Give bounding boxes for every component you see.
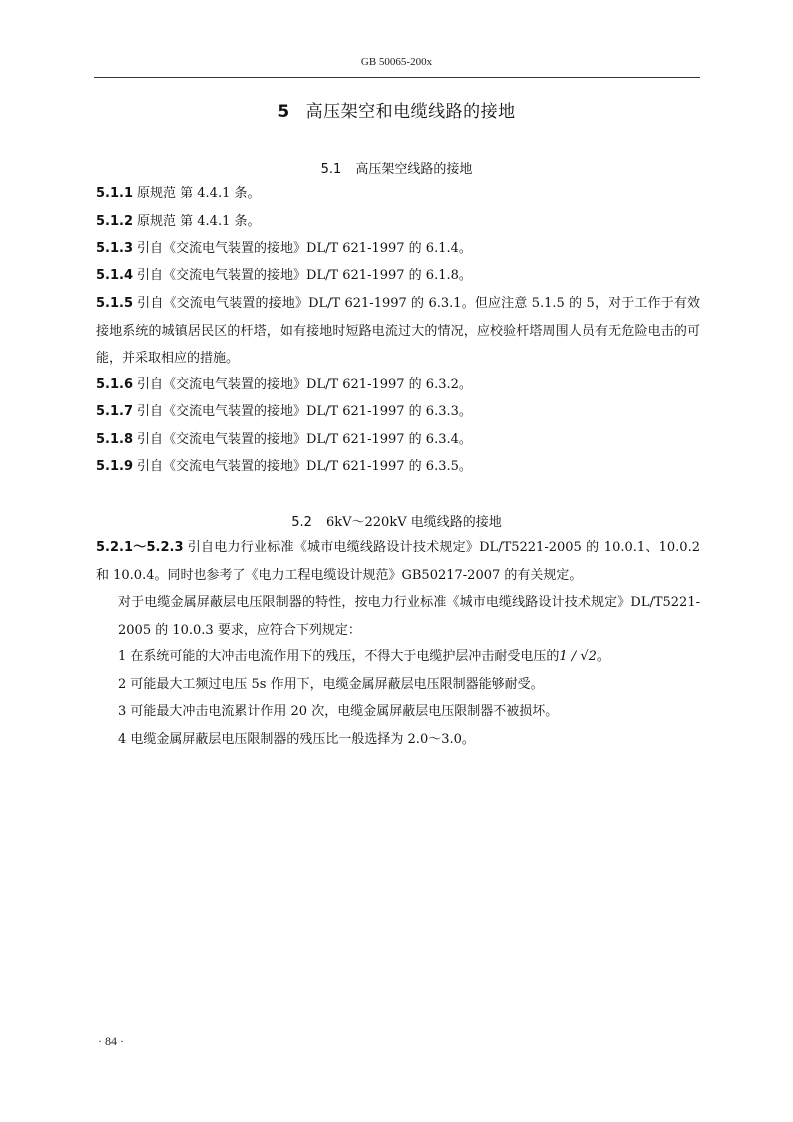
clause-5-1-8 xyxy=(96,426,700,454)
clause-number: 5.1.5 xyxy=(96,296,134,311)
clause-text: 引自《交流电气装置的接地》DL/T 621-1997 的 6.3.3。 xyxy=(137,404,472,419)
section-number: 5.1 xyxy=(320,162,342,177)
clause-number: 5.1.6 xyxy=(96,377,134,392)
clause-text: 引自《交流电气装置的接地》DL/T 621-1997 的 6.3.2。 xyxy=(137,377,472,392)
clause-text: 引自电力行业标准《城市电缆线路设计技术规定》DL/T5221-2005 的 10.0.1、10.0.2 和 10.0.4。同时也参考了《电力工程电缆设计规范》GB50217-2007 的有关规定。 xyxy=(96,540,700,583)
page-number: · 84 · xyxy=(98,1034,124,1048)
clause-5-1-6 xyxy=(96,371,700,399)
section-title-5-1 xyxy=(0,158,793,177)
list-item-4: 4 电缆金属屏蔽层电压限制器的残压比一般选择为 2.0～3.0。 xyxy=(118,732,475,747)
clause-number: 5.1.7 xyxy=(96,404,134,419)
clause-text: 引自《交流电气装置的接地》DL/T 621-1997 的 6.3.4。 xyxy=(137,432,472,447)
running-header: GB 50065-200x xyxy=(360,56,433,68)
intro-paragraph: 对于电缆金属屏蔽层电压限制器的特性，按电力行业标准《城市电缆线路设计技术规定》DL/T5221-2005 的 10.0.3 要求，应符合下列规定： xyxy=(118,595,700,638)
clause-5-2-1-to-5-2-3 xyxy=(96,534,700,589)
clause-text: 引自《交流电气装置的接地》DL/T 621-1997 的 6.3.1。但应注意 5.1.5 的 5，对于工作于有效接地系统的城镇居民区的杆塔，如有接地时短路电流过大的情况，应校验杆塔周围人员有无危险电击的可能，并采取相应的措施。 xyxy=(96,296,700,366)
section-title-text: 6kV～220kV 电缆线路的接地 xyxy=(325,515,502,530)
clause-number: 5.1.2 xyxy=(96,214,134,229)
clause-5-1-2 xyxy=(96,208,700,236)
chapter-title-text: 高压架空和电缆线路的接地 xyxy=(305,102,516,122)
section-title-5-2 xyxy=(0,511,793,530)
chapter-number: 5 xyxy=(277,102,290,122)
list-item-1 xyxy=(96,643,700,671)
section-title-text: 高压架空线路的接地 xyxy=(355,162,473,177)
clause-5-1-1 xyxy=(96,180,700,208)
clause-number: 5.1.1 xyxy=(96,186,134,201)
list-item-3: 3 可能最大冲击电流累计作用 20 次，电缆金属屏蔽层电压限制器不被损坏。 xyxy=(118,704,559,719)
section-number: 5.2 xyxy=(291,515,312,530)
formula-one-over-root-two: 1 / √2 xyxy=(559,649,597,664)
chapter-title xyxy=(0,97,793,122)
list-item-text: 1 在系统可能的大冲击电流作用下的残压，不得大于电缆护层冲击耐受电压的 xyxy=(118,649,560,664)
clause-5-1-3 xyxy=(96,235,700,263)
clause-number: 5.1.3 xyxy=(96,241,134,256)
clause-5-1-4 xyxy=(96,262,700,290)
clause-text: 引自《交流电气装置的接地》DL/T 621-1997 的 6.1.8。 xyxy=(137,268,472,283)
clause-number: 5.1.8 xyxy=(96,432,134,447)
clause-number: 5.2.1～5.2.3 xyxy=(96,540,184,555)
header-rule xyxy=(94,77,700,78)
clause-text: 原规范 第 4.4.1 条。 xyxy=(137,214,261,229)
clause-text: 原规范 第 4.4.1 条。 xyxy=(137,186,261,201)
clause-5-1-5 xyxy=(96,290,700,373)
clause-text: 引自《交流电气装置的接地》DL/T 621-1997 的 6.3.5。 xyxy=(137,459,472,474)
clause-number: 5.1.4 xyxy=(96,268,134,283)
list-item-2: 2 可能最大工频过电压 5s 作用下，电缆金属屏蔽层电压限制器能够耐受。 xyxy=(118,677,544,692)
clause-number: 5.1.9 xyxy=(96,459,134,474)
clause-text: 引自《交流电气装置的接地》DL/T 621-1997 的 6.1.4。 xyxy=(137,241,472,256)
clause-5-1-7 xyxy=(96,398,700,426)
list-item-end: 。 xyxy=(596,649,610,664)
clause-5-1-9 xyxy=(96,453,700,481)
